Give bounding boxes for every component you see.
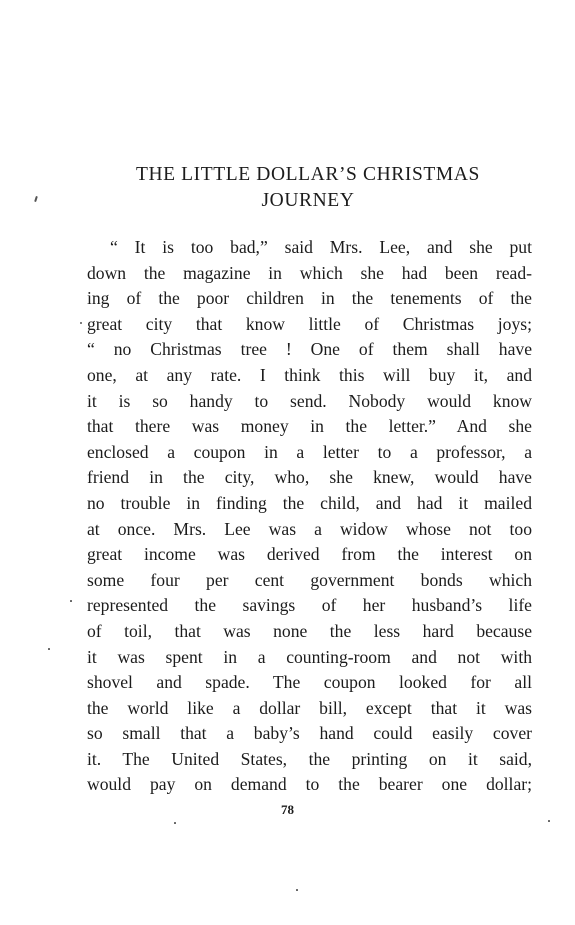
text-line: shovel and spade. The coupon looked for all bbox=[87, 672, 532, 693]
text-line: no trouble in finding the child, and had it mailed bbox=[87, 492, 532, 513]
text-line: the world like a dollar bill, except that it was bbox=[87, 697, 532, 718]
text-line: great city that know little of Christmas joys; bbox=[87, 313, 532, 334]
text-line: “ It is too bad,” said Mrs. Lee, and she put bbox=[110, 237, 532, 257]
scan-speck bbox=[174, 822, 176, 824]
text-line: “ no Christmas tree ! One of them shall have bbox=[87, 339, 532, 360]
text-line: of toil, that was none the less hard because bbox=[87, 620, 532, 641]
text-line: at once. Mrs. Lee was a widow whose not too bbox=[87, 518, 532, 539]
text-line: it is so handy to send. Nobody would know bbox=[87, 390, 532, 411]
text-line: it was spent in a counting-room and not with bbox=[87, 646, 532, 667]
text-line: down the magazine in which she had been read- bbox=[87, 262, 532, 283]
scan-speck bbox=[296, 889, 298, 891]
scan-speck bbox=[34, 196, 38, 202]
scan-speck bbox=[48, 648, 50, 650]
text-line: so small that a baby’s hand could easily cover bbox=[87, 723, 532, 744]
text-line: great income was derived from the interest on bbox=[87, 544, 532, 565]
chapter-title-line-1: THE LITTLE DOLLAR’S CHRISTMAS bbox=[135, 164, 480, 185]
scan-speck bbox=[70, 600, 72, 602]
chapter-title-line-2: JOURNEY bbox=[261, 190, 355, 211]
scan-speck bbox=[548, 820, 550, 822]
text-line: that there was money in the letter.” And she bbox=[87, 416, 532, 437]
text-line: one, at any rate. I think this will buy it, and bbox=[87, 364, 532, 385]
scan-speck bbox=[80, 322, 82, 324]
chapter-body bbox=[87, 235, 532, 798]
text-line: it. The United States, the printing on it said, bbox=[87, 748, 532, 769]
text-line: some four per cent government bonds which bbox=[87, 569, 532, 590]
text-line: friend in the city, who, she knew, would have bbox=[87, 467, 532, 488]
text-line: ing of the poor children in the tenements of the bbox=[87, 288, 532, 309]
page-number: 78 bbox=[281, 802, 294, 817]
text-line: represented the savings of her husband’s life bbox=[87, 595, 532, 616]
text-line: enclosed a coupon in a letter to a professor, a bbox=[87, 441, 532, 462]
text-line: would pay on demand to the bearer one dollar; bbox=[87, 774, 532, 795]
